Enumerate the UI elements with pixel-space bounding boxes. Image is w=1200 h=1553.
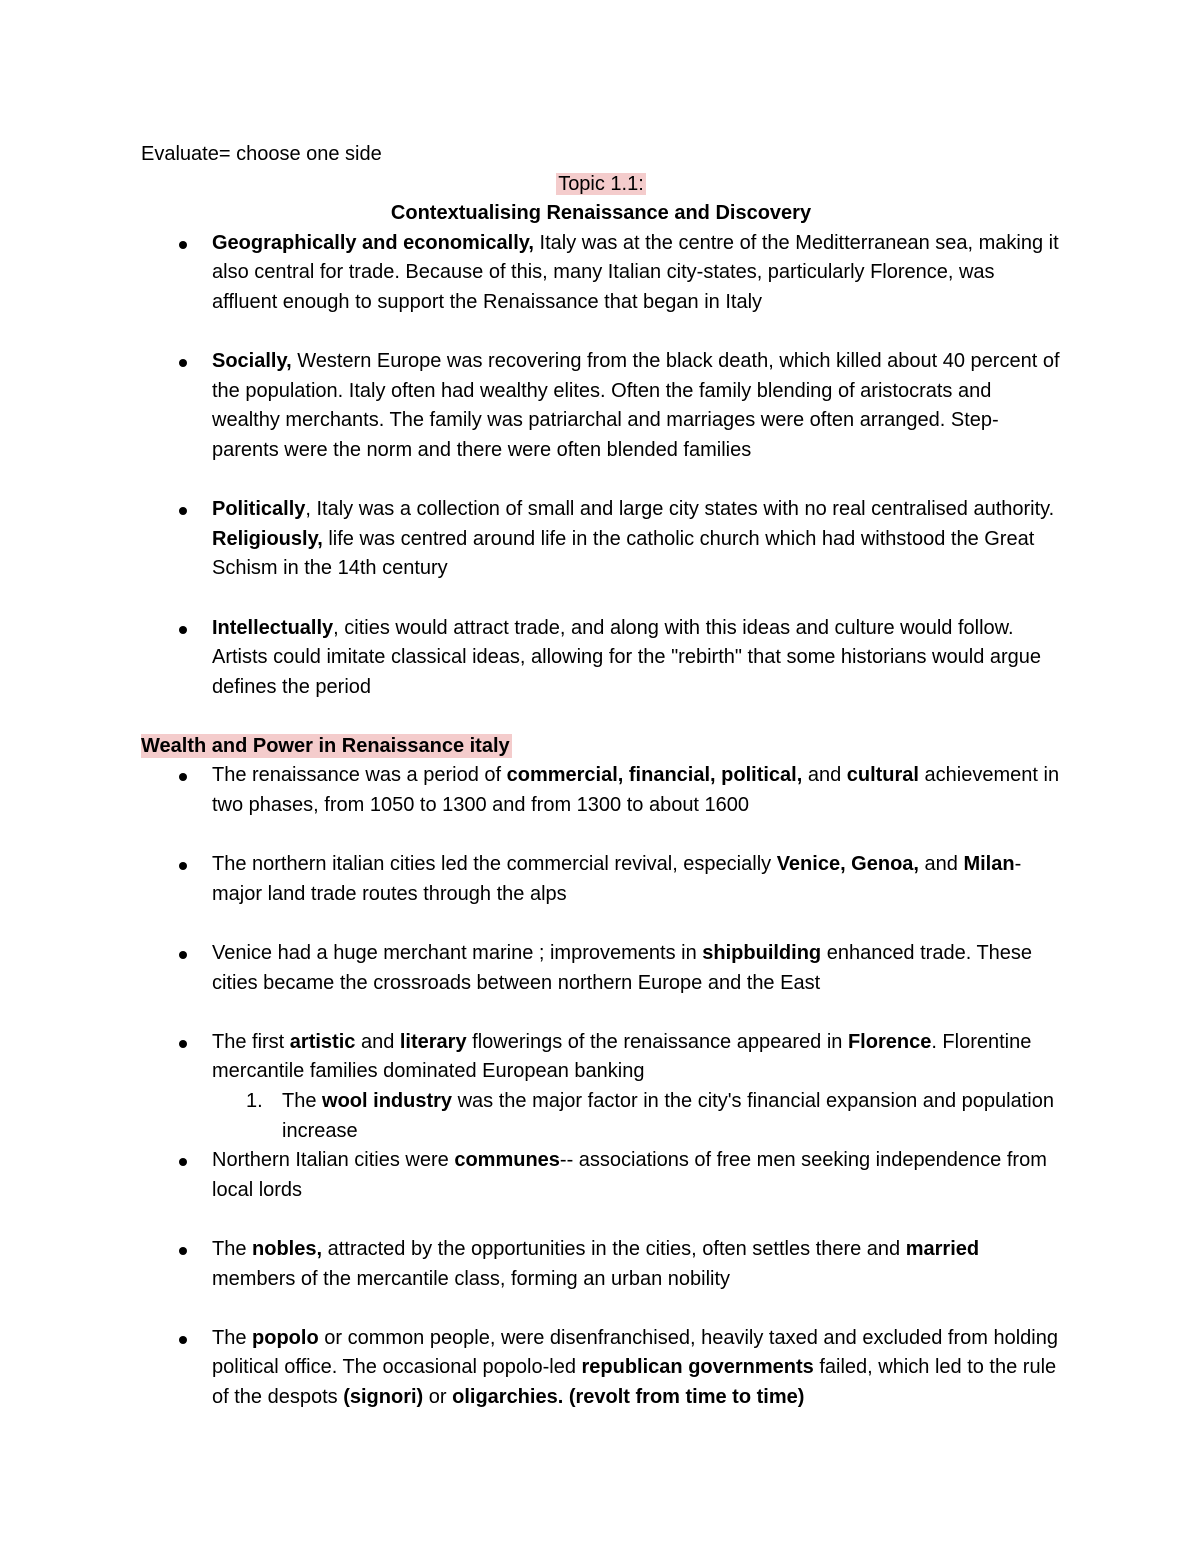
wealth-bullet-list-continued bbox=[141, 1146, 1061, 1412]
list-item: Politically, Italy was a collection of small and large city states with no real centralised authority. Religiously, life was centred around life in the catholic church which had withstood the Great Schism in the 14th century bbox=[141, 495, 1061, 584]
numbered-list-item: 1. The wool industry was the major factor in the city's financial expansion and population increase bbox=[141, 1087, 1061, 1146]
spacer bbox=[141, 1294, 1061, 1324]
context-bullet-list bbox=[141, 229, 1061, 703]
list-item: Northern Italian cities were communes-- associations of free men seeking independence from local lords bbox=[141, 1146, 1061, 1205]
bullet-icon bbox=[179, 1158, 187, 1166]
topic-label-row bbox=[141, 170, 1061, 200]
bullet-icon bbox=[179, 1040, 187, 1048]
intro-line: Evaluate= choose one side bbox=[141, 143, 382, 165]
list-item: The nobles, attracted by the opportunities in the cities, often settles there and married members of the mercantile class, forming an urban nobility bbox=[141, 1235, 1061, 1294]
section-heading-row bbox=[141, 732, 1061, 762]
bullet-icon bbox=[179, 773, 187, 781]
bullet-icon bbox=[179, 241, 187, 249]
numbered-sublist bbox=[141, 1087, 1061, 1146]
list-item: The renaissance was a period of commercial, financial, political, and cultural achievement in two phases, from 1050 to 1300 and from 1300 to about 1600 bbox=[141, 761, 1061, 820]
spacer bbox=[141, 466, 1061, 496]
document-body bbox=[141, 140, 1061, 1413]
topic-label: Topic 1.1: bbox=[558, 172, 644, 195]
section-heading: Wealth and Power in Renaissance italy bbox=[141, 734, 510, 757]
bullet-icon bbox=[179, 507, 187, 515]
spacer bbox=[141, 584, 1061, 614]
list-item: Geographically and economically, Italy was at the centre of the Meditterranean sea, making it also central for trade. Because of this, many Italian city-states, particularly Florence, was affluent enough to support the Renaissance that began in Italy bbox=[141, 229, 1061, 318]
bullet-icon bbox=[179, 951, 187, 959]
spacer bbox=[141, 821, 1061, 851]
list-item: The northern italian cities led the commercial revival, especially Venice, Genoa, and Milan- major land trade routes through the alps bbox=[141, 850, 1061, 909]
bullet-icon bbox=[179, 1247, 187, 1255]
spacer bbox=[141, 702, 1061, 732]
list-item: Intellectually, cities would attract trade, and along with this ideas and culture would follow. Artists could imitate classical ideas, allowing for the "rebirth" that some historians would argue defines the period bbox=[141, 614, 1061, 703]
spacer bbox=[141, 318, 1061, 348]
spacer bbox=[141, 1205, 1061, 1235]
list-number: 1. bbox=[246, 1090, 263, 1112]
bullet-icon bbox=[179, 1336, 187, 1344]
wealth-bullet-list bbox=[141, 761, 1061, 1087]
list-item: Socially, Western Europe was recovering from the black death, which killed about 40 percent of the population. Italy often had wealthy elites. Often the family blending of aristocrats and wealthy merchants. The family was patriarchal and marriages were often arranged. Step-parents were the norm and there were often blended families bbox=[141, 347, 1061, 465]
list-item: The popolo or common people, were disenfranchised, heavily taxed and excluded from holding political office. The occasional popolo-led republican governments failed, which led to the rule of the despots (signori) or oligarchies. (revolt from time to time) bbox=[141, 1324, 1061, 1413]
spacer bbox=[141, 909, 1061, 939]
bullet-icon bbox=[179, 862, 187, 870]
bullet-icon bbox=[179, 626, 187, 634]
bullet-icon bbox=[179, 359, 187, 367]
list-item: The first artistic and literary flowerings of the renaissance appeared in Florence. Florentine mercantile families dominated European banking bbox=[141, 1028, 1061, 1087]
list-item: Venice had a huge merchant marine ; improvements in shipbuilding enhanced trade. These cities became the crossroads between northern Europe and the East bbox=[141, 939, 1061, 998]
spacer bbox=[141, 998, 1061, 1028]
topic-title: Contextualising Renaissance and Discovery bbox=[390, 202, 812, 225]
